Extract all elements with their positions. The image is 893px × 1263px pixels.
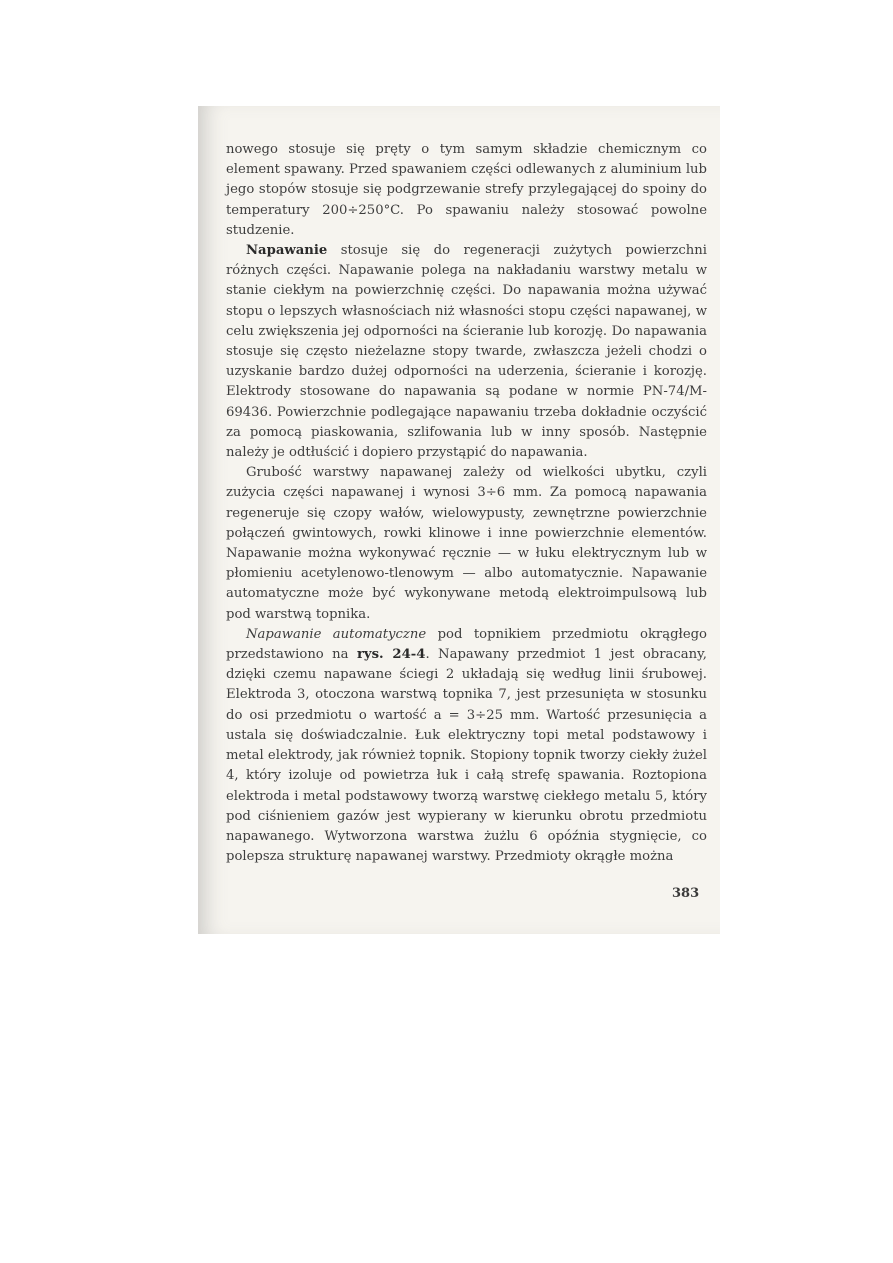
term-napawanie-automatyczne: Napawanie automatyczne bbox=[246, 626, 427, 642]
paragraph-4-text-b: . Napawany przedmiot 1 jest obracany, dzięki czemu napawane ściegi 2 układają się według linii śrubowej. Elektroda 3, otoczona warstwą topnika 7, jest przesunięta w stosunku do osi przedmiotu o wartość a = 3÷25 mm. Wartość przesunięcia a ustala się doświadczalnie. Łuk elektryczny topi metal podstawowy i metal elektrody, jak również topnik. Stopiony topnik tworzy ciekły żużel 4, który izoluje od powietrza łuk i całą strefę spawania. Roztopiona elektroda i metal podstawowy tworzą warstwę ciekłego metalu 5, który pod ciśnieniem gazów jest wypierany w kierunku obrotu przedmiotu napawanego. Wytworzona warstwa żużlu 6 opóźnia stygnięcie, co polepsza strukturę napawanej warstwy. Przedmioty okrągłe można bbox=[226, 647, 707, 865]
paragraph-4 bbox=[226, 625, 707, 867]
body-text bbox=[226, 140, 707, 867]
term-napawanie: Napawanie bbox=[246, 243, 328, 259]
paragraph-2-text: stosuje się do regeneracji zużytych powierzchni różnych części. Napawanie polega na nakładaniu warstwy metalu w stanie ciekłym na powierzchnię części. Do napawania można używać stopu o lepszych własnościach niż własności stopu części napawanej, w celu zwiększenia jej odporności na ścieranie lub korozję. Do napawania stosuje się często nieżelazne stopy twarde, zwłaszcza jeżeli chodzi o uzyskanie bardzo dużej odporności na uderzenia, ścieranie i korozję. Elektrody stosowane do napawania są podane w normie PN-74/M-69436. Powierzchnie podlegające napawaniu trzeba dokładnie oczyścić za pomocą piaskowania, szlifowania lub w inny sposób. Następnie należy je odtłuścić i dopiero przystąpić do napawania. bbox=[226, 243, 707, 461]
paragraph-4-text-a: pod topnikiem przedmiotu okrągłego przedstawiono na bbox=[226, 626, 708, 663]
paragraph-3: Grubość warstwy napawanej zależy od wielkości ubytku, czyli zużycia części napawanej i wynosi 3÷6 mm. Za pomocą napawania regeneruje się czopy wałów, wielowypusty, zewnętrzne powierzchnie połączeń gwintowych, rowki klinowe i inne powierzchnie elementów. Napawanie można wykonywać ręcznie — w łuku elektrycznym lub w płomieniu acetylenowo-tlenowym — albo automatycznie. Napawanie automatyczne może być wykonywane metodą elektroimpulsową lub pod warstwą topnika. bbox=[226, 465, 707, 622]
figure-reference: rys. 24-4 bbox=[356, 647, 426, 663]
paragraph-1: nowego stosuje się pręty o tym samym składzie chemicznym co element spawany. Przed spawaniem części odlewanych z aluminium lub jego stopów stosuje się podgrzewanie strefy przylegającej do spoiny do temperatury 200÷250°C. Po spawaniu należy stosować powolne studzenie. bbox=[226, 142, 707, 238]
paragraph-2 bbox=[226, 241, 707, 463]
page-number: 383 bbox=[672, 886, 700, 901]
